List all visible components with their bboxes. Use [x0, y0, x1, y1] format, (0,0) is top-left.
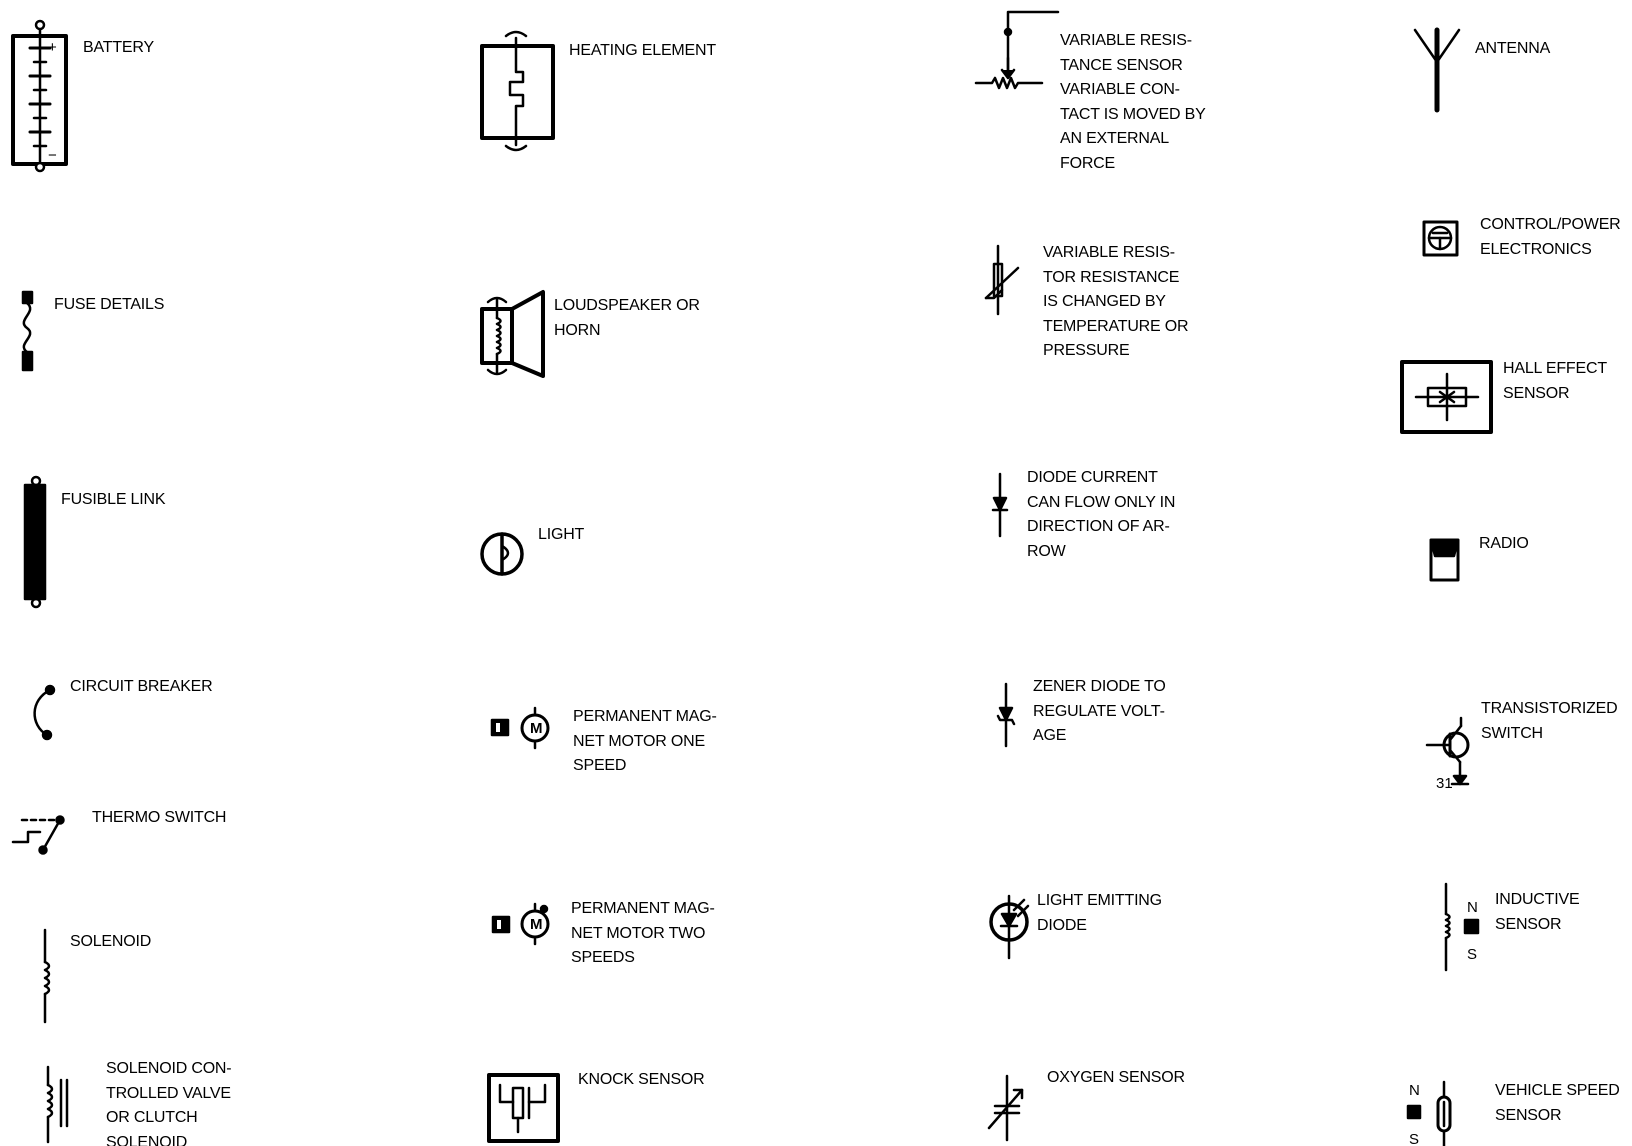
battery-icon	[13, 21, 66, 171]
motor-two-speeds-label: PERMANENT MAG- NET MOTOR TWO SPEEDS	[571, 900, 715, 966]
light-label: LIGHT	[538, 526, 585, 543]
transistor-switch-label: TRANSISTORIZED SWITCH	[1481, 700, 1618, 742]
motor-one-letter: M	[530, 720, 543, 737]
solenoid-valve-icon	[48, 1067, 67, 1142]
fuse-details-label: FUSE DETAILS	[54, 296, 165, 313]
circuit-breaker-label: CIRCUIT BREAKER	[70, 678, 213, 695]
motor-two-speeds-icon	[493, 904, 548, 944]
led-icon	[991, 896, 1028, 958]
speed-pole-s: S	[1409, 1131, 1420, 1146]
motor-one-speed-label: PERMANENT MAG- NET MOTOR ONE SPEED	[573, 708, 717, 774]
antenna-icon	[1415, 30, 1459, 110]
variable-resistor-label: VARIABLE RESIS- TOR RESISTANCE IS CHANGED BY TEMPERATURE OR PRESSURE	[1043, 244, 1189, 359]
heating-element-icon	[482, 32, 553, 150]
control-electronics-icon	[1424, 222, 1457, 255]
motor-two-letter: M	[530, 916, 543, 933]
ground-label: 31	[1436, 775, 1453, 792]
diode-label: DIODE CURRENT CAN FLOW ONLY IN DIRECTION OF AR- ROW	[1027, 469, 1176, 560]
speed-pole-n: N	[1409, 1082, 1420, 1099]
inductive-pole-n: N	[1467, 899, 1478, 916]
fusible-link-label: FUSIBLE LINK	[61, 491, 166, 508]
radio-label: RADIO	[1479, 535, 1529, 552]
battery-plus-sign: +	[48, 39, 57, 56]
inductive-sensor-icon	[1446, 884, 1478, 970]
thermo-switch-icon	[13, 817, 64, 854]
transistor-switch-icon	[1427, 718, 1468, 792]
diode-icon	[993, 474, 1007, 536]
variable-resistor-icon	[986, 246, 1018, 314]
motor-one-speed-icon	[492, 708, 548, 748]
oxygen-sensor-label: OXYGEN SENSOR	[1047, 1069, 1185, 1086]
battery-label: BATTERY	[83, 39, 154, 56]
variable-contact-sensor-icon	[976, 12, 1058, 88]
solenoid-valve-label: SOLENOID CON- TROLLED VALVE OR CLUTCH SOLENOID	[106, 1060, 232, 1146]
loudspeaker-label: LOUDSPEAKER OR HORN	[554, 297, 700, 339]
variable-contact-sensor-label: VARIABLE RESIS- TANCE SENSOR VARIABLE CON- TACT IS MOVED BY AN EXTERNAL FORCE	[1060, 32, 1206, 172]
knock-sensor-label: KNOCK SENSOR	[578, 1071, 705, 1088]
vehicle-speed-sensor-label: VEHICLE SPEED SENSOR	[1495, 1082, 1620, 1124]
fuse-icon	[23, 292, 32, 370]
loudspeaker-icon	[482, 292, 543, 376]
light-icon	[482, 534, 522, 574]
control-electronics-label: CONTROL/POWER ELECTRONICS	[1480, 216, 1621, 258]
solenoid-icon	[45, 930, 49, 1022]
knock-sensor-icon	[489, 1075, 558, 1141]
zener-diode-label: ZENER DIODE TO REGULATE VOLT- AGE	[1033, 678, 1166, 744]
solenoid-label: SOLENOID	[70, 933, 152, 950]
vehicle-speed-sensor-icon	[1408, 1082, 1450, 1146]
thermo-switch-label: THERMO SWITCH	[92, 809, 227, 826]
led-label: LIGHT EMITTING DIODE	[1037, 892, 1162, 934]
battery-minus-sign: −	[48, 147, 57, 164]
oxygen-sensor-icon	[989, 1076, 1022, 1140]
circuit-breaker-icon	[35, 686, 54, 739]
hall-sensor-icon	[1402, 362, 1491, 432]
radio-icon	[1431, 540, 1458, 580]
inductive-pole-s: S	[1467, 946, 1478, 963]
fusible-link-icon	[25, 477, 45, 607]
heating-element-label: HEATING ELEMENT	[569, 42, 716, 59]
hall-sensor-label: HALL EFFECT SENSOR	[1503, 360, 1607, 402]
antenna-label: ANTENNA	[1475, 40, 1551, 57]
inductive-sensor-label: INDUCTIVE SENSOR	[1495, 891, 1580, 933]
zener-diode-icon	[998, 684, 1014, 746]
